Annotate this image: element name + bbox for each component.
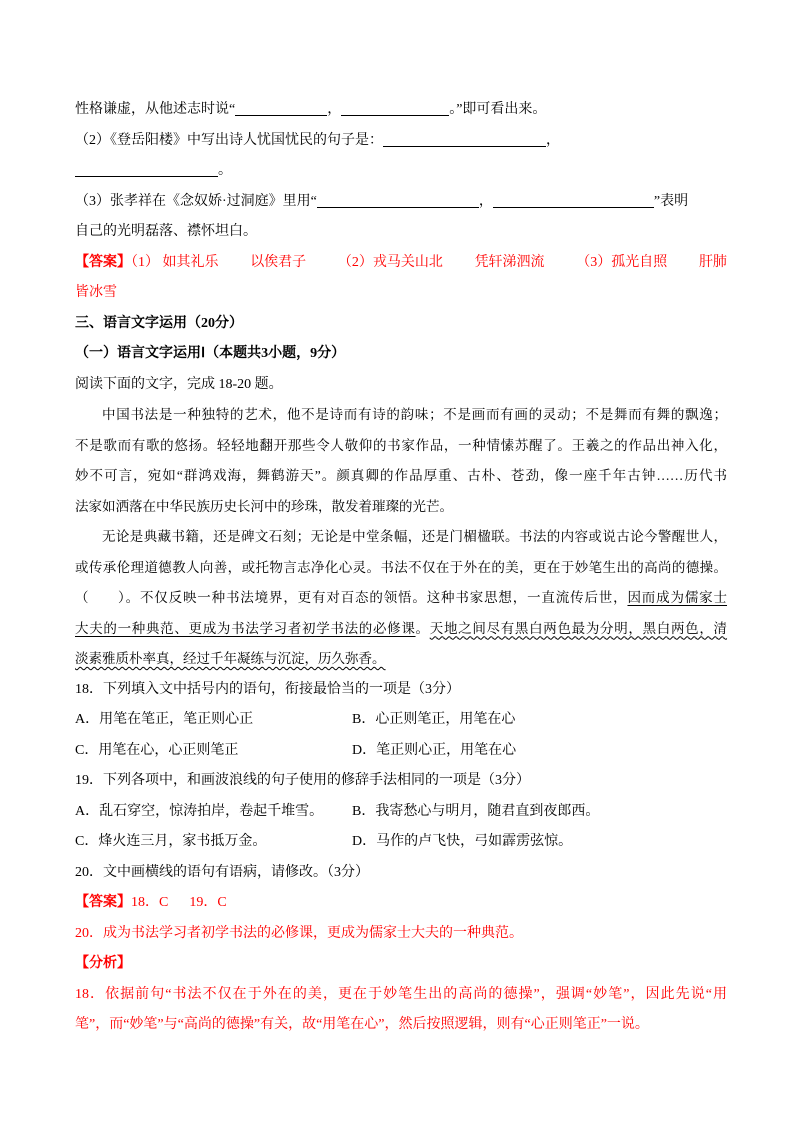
question-stem-20: 20．文中画横线的语句有语病，请修改。（3分） xyxy=(75,864,369,880)
analysis-tag: 【分析】 xyxy=(75,956,131,971)
option-a: A．乱石穿空，惊涛拍岸，卷起千堆雪。 xyxy=(75,803,324,819)
wavy-underlined-sentence: 淡素雅质朴率真，经过千年凝练与沉淀，历久弥香。 xyxy=(75,651,386,666)
fill-in-text: 性格谦虚，从他述志时说“ xyxy=(75,102,236,117)
poetry-answer xyxy=(75,248,727,279)
option-b: B．心正则笔正，用笔在心 xyxy=(352,712,516,727)
answer-blank xyxy=(383,132,546,147)
passage-line: 不是歌而有歌的悠扬。轻轻地翻开那些令人敬仰的书家作品，一种情愫苏醒了。王羲之的作品出神入化， xyxy=(75,437,727,453)
option-c: C．烽火连三月，家书抵万金。 xyxy=(75,834,267,849)
poetry-answer-part: （3）孤光自照 xyxy=(576,254,668,270)
option-row xyxy=(75,827,727,858)
answer-blank xyxy=(235,101,327,116)
passage-line xyxy=(75,583,727,614)
answer-blank xyxy=(317,193,479,208)
fill-in-question-3 xyxy=(75,187,727,218)
option-row xyxy=(75,797,727,828)
passage-line: 法家如洒落在中华民族历史长河中的珍珠，散发着璀璨的光芒。 xyxy=(75,498,453,514)
section-subtitle: （一）语言文字运用Ⅰ（本题共3小题，9分） xyxy=(75,346,346,361)
answer-key xyxy=(75,888,727,919)
passage-line: 无论是典藏书籍，还是碑文石刻；无论是中堂条幅，还是门楣楹联。书法的内容或说古论今警醒世人， xyxy=(102,529,727,544)
answer-text: （1） 如其礼乐 xyxy=(131,254,219,270)
passage-line: 中国书法是一种独特的艺术，他不是诗而有诗的韵味；不是画而有画的灵动；不是舞而有舞的飘逸； xyxy=(102,407,727,422)
fill-in-question-2-cont xyxy=(75,156,727,187)
fill-in-text: 。 xyxy=(218,163,232,178)
fill-in-text: ， xyxy=(327,102,342,117)
poetry-answer-part: 凭轩涕泗流 xyxy=(474,254,545,270)
fill-in-text: ， xyxy=(478,193,493,209)
page-content xyxy=(75,95,727,1041)
poetry-answer-part: 肝肺 xyxy=(698,254,727,270)
answer-tag: 【答案】 xyxy=(75,254,131,270)
answer-18: 18．C xyxy=(131,895,169,910)
passage-line xyxy=(75,644,727,675)
passage-line xyxy=(75,614,727,645)
answer-tag: 【答案】 xyxy=(75,895,131,910)
fill-in-line-1 xyxy=(75,95,727,126)
underlined-sentence: 大夫的一种典范、更成为书法学习者初学书法的必修课 xyxy=(75,620,416,636)
option-d: D．笔正则心正，用笔在心 xyxy=(352,742,517,758)
question-stem-19: 19．下列各项中，和画波浪线的句子使用的修辞手法相同的一项是（3分） xyxy=(75,773,530,788)
answer-19: 19．C xyxy=(189,895,227,910)
passage-line: 妙不可言，宛如“群鸿戏海，舞鹤游天”。颜真卿的作品厚重、古朴、苍劲，像一座千年古钟……历代书 xyxy=(75,468,727,483)
answer-blank xyxy=(493,193,654,208)
passage-text: （ ）。不仅反映一种书法境界，更有对百态的领悟。这种书家思想，一直流传后世， xyxy=(75,590,628,605)
fill-in-question-3-cont: 自己的光明磊落、襟怀坦白。 xyxy=(75,224,257,239)
fill-in-text: （3）张孝祥在《念奴娇·过洞庭》里用“ xyxy=(75,193,317,209)
analysis-line: 笔”，而“妙笔”与“高尚的德操”有关，故“用笔在心”，然后按照逻辑，则有“心正则笔正”一说。 xyxy=(75,1017,649,1032)
poetry-answer-part: （2）戎马关山北 xyxy=(337,254,443,270)
option-a: A．用笔在笔正，笔正则心正 xyxy=(75,712,254,727)
question-stem-18: 18．下列填入文中括号内的语句，衔接最恰当的一项是（3分） xyxy=(75,681,460,697)
poetry-answer-cont: 皆冰雪 xyxy=(75,285,117,300)
passage-line: 或传承伦理道德教人向善，或托物言志净化心灵。书法不仅在于外在的美，更在于妙笔生出的高尚的德操。 xyxy=(75,559,727,575)
passage-text: 。 xyxy=(415,620,430,636)
fill-in-question-2 xyxy=(75,126,727,157)
fill-in-text: （2）《登岳阳楼》中写出诗人忧国忧民的句子是： xyxy=(75,132,383,148)
fill-in-text: ， xyxy=(546,132,560,148)
section-title: 三、语言文字运用（20分） xyxy=(75,315,243,331)
poetry-answer-part xyxy=(75,248,219,279)
option-c: C．用笔在心，心正则笔正 xyxy=(75,742,239,758)
analysis-line: 18．依据前句“书法不仅在于外在的美，更在于妙笔生出的高尚的德操”，强调“妙笔”，因此先说“用 xyxy=(75,986,727,1002)
underlined-sentence: 因而成为儒家士 xyxy=(627,590,728,605)
option-row xyxy=(75,736,727,767)
option-b: B．我寄愁心与明月，随君直到夜郎西。 xyxy=(352,803,600,819)
option-d: D．马作的卢飞快，弓如霹雳弦惊。 xyxy=(352,834,573,849)
answer-blank xyxy=(341,101,449,116)
answer-blank xyxy=(75,162,218,177)
answer-20: 20．成为书法学习者初学书法的必修课，更成为儒家士大夫的一种典范。 xyxy=(75,925,523,941)
fill-in-text: 。”即可看出来。 xyxy=(449,102,547,117)
fill-in-text: ”表明 xyxy=(653,193,689,209)
poetry-answer-part: 以俟君子 xyxy=(250,254,307,270)
option-row xyxy=(75,705,727,736)
reading-instruction: 阅读下面的文字，完成 18-20 题。 xyxy=(75,376,283,392)
wavy-underlined-sentence: 天地之间尽有黑白两色最为分明，黑白两色，清 xyxy=(429,620,728,636)
